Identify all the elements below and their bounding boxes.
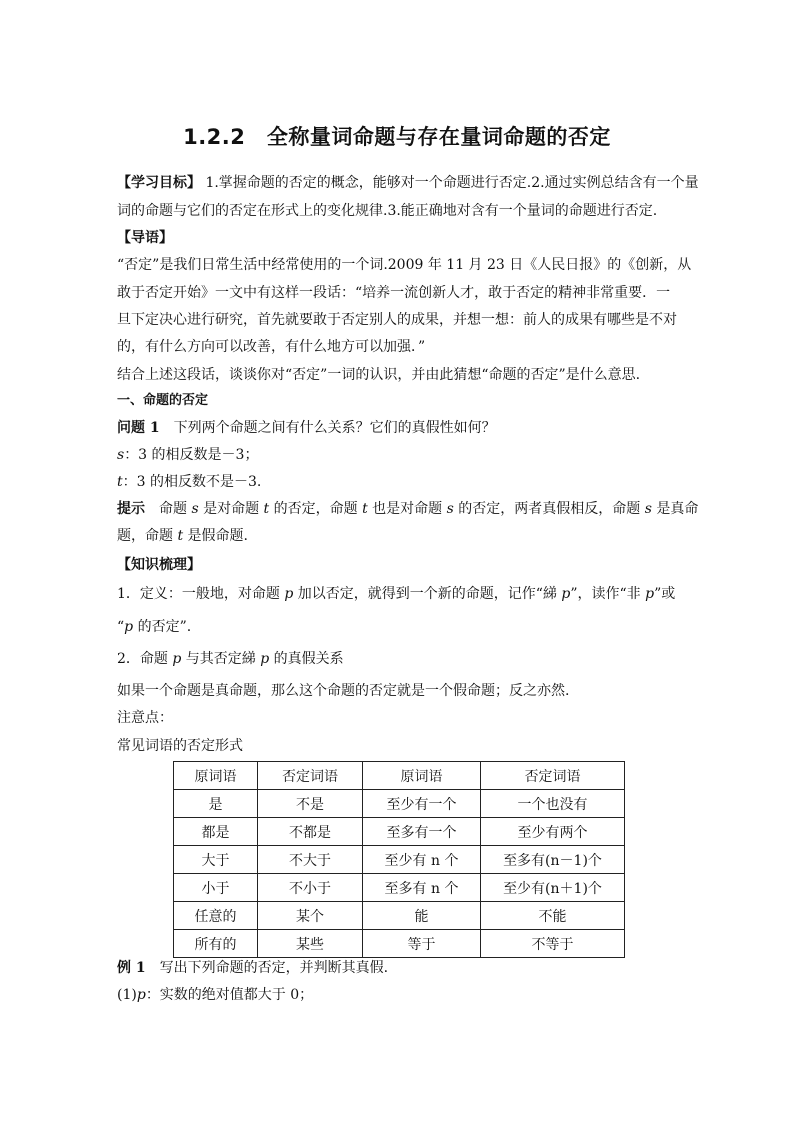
table-cell: 原词语 bbox=[174, 762, 258, 790]
table-cell: 所有的 bbox=[174, 930, 258, 958]
example-item-text: ：实数的绝对值都大于 0； bbox=[145, 987, 314, 1003]
table-cell: 不是 bbox=[258, 790, 363, 818]
table-row bbox=[174, 874, 625, 902]
table-cell: 是 bbox=[174, 790, 258, 818]
var-s: s bbox=[117, 447, 125, 463]
table-cell: 至多有(n－1)个 bbox=[481, 846, 625, 874]
proposition-t-text: ：3 的相反数不是－3. bbox=[122, 474, 262, 490]
definition-text: ”，读作“非 bbox=[570, 586, 646, 602]
intro-line-3: 旦下定决心进行研究，首先就要敢于否定别人的成果，并想一想：前人的成果有哪些是不对 bbox=[117, 312, 677, 328]
intro-line-5: 结合上述这段话，谈谈你对“否定”一词的认识，并由此猜想“命题的否定”是什么意思. bbox=[117, 367, 641, 383]
table-cell: 等于 bbox=[363, 930, 481, 958]
objectives-line-2: 词的命题与它们的否定在形式上的变化规律.3.能正确地对含有一个量词的命题进行否定. bbox=[117, 203, 658, 219]
common-forms-caption: 常见词语的否定形式 bbox=[117, 738, 243, 754]
var-s: s bbox=[446, 501, 454, 517]
objectives-text-1: 1.掌握命题的否定的概念，能够对一个命题进行否定.2.通过实例总结含有一个量 bbox=[201, 175, 699, 191]
negation-table bbox=[173, 761, 625, 958]
section-heading: 一、命题的否定 bbox=[117, 393, 209, 408]
table-cell: 任意的 bbox=[174, 902, 258, 930]
example-label: 例 1 bbox=[117, 960, 146, 976]
item-2 bbox=[117, 650, 344, 668]
var-p: p bbox=[260, 651, 270, 667]
hint-line-2 bbox=[117, 527, 248, 545]
table-cell: 至少有一个 bbox=[363, 790, 481, 818]
intro-line-2: 敢于否定开始》一文中有这样一段话：“培养一流创新人才，敢于否定的精神非常重要．一 bbox=[117, 285, 671, 301]
example-item-number: (1) bbox=[117, 987, 137, 1003]
table-cell: 否定词语 bbox=[481, 762, 625, 790]
var-p: p bbox=[124, 619, 134, 635]
hint-text: 命题 bbox=[145, 501, 192, 517]
knowledge-label: 【知识梳理】 bbox=[117, 557, 201, 573]
note-label: 注意点： bbox=[117, 710, 173, 726]
intro-line-1: “否定”是我们日常生活中经常使用的一个词.2009 年 11 月 23 日《人民日报》的《创新，从 bbox=[117, 257, 692, 273]
var-s: s bbox=[191, 501, 199, 517]
var-p: p bbox=[172, 651, 182, 667]
table-cell: 一个也没有 bbox=[481, 790, 625, 818]
table-row bbox=[174, 902, 625, 930]
objectives-label: 【学习目标】 bbox=[117, 175, 201, 191]
proposition-s bbox=[117, 446, 258, 464]
table-row bbox=[174, 790, 625, 818]
table-cell: 原词语 bbox=[363, 762, 481, 790]
table-cell: 大于 bbox=[174, 846, 258, 874]
definition-text: 加以否定，就得到一个新的命题，记作“綈 bbox=[293, 586, 562, 602]
table-cell: 至少有两个 bbox=[481, 818, 625, 846]
item-2-text: 的真假关系 bbox=[269, 651, 344, 667]
table-cell: 至多有 n 个 bbox=[363, 874, 481, 902]
definition-line-1 bbox=[117, 585, 675, 603]
hint-text: 题，命题 bbox=[117, 528, 178, 544]
example-text: 写出下列命题的否定，并判断其真假. bbox=[145, 960, 389, 976]
table-cell: 至少有 n 个 bbox=[363, 846, 481, 874]
var-t: t bbox=[177, 528, 184, 544]
hint-text: 的否定，命题 bbox=[269, 501, 363, 517]
proposition-t bbox=[117, 473, 261, 491]
definition-text: “ bbox=[117, 619, 125, 635]
definition-line-2 bbox=[117, 618, 191, 636]
var-t: t bbox=[263, 501, 270, 517]
table-cell: 否定词语 bbox=[258, 762, 363, 790]
var-p: p bbox=[284, 586, 294, 602]
definition-text: 的否定”. bbox=[133, 619, 192, 635]
hint-text: 是真命 bbox=[651, 501, 699, 517]
intro-line-4: 的，有什么方向可以改善，有什么地方可以加强．” bbox=[117, 339, 426, 355]
table-cell: 不都是 bbox=[258, 818, 363, 846]
item-2-text: 2．命题 bbox=[117, 651, 173, 667]
hint-label: 提示 bbox=[117, 501, 145, 517]
table-row bbox=[174, 930, 625, 958]
var-p: p bbox=[136, 987, 146, 1003]
definition-text: 1．定义：一般地，对命题 bbox=[117, 586, 285, 602]
item-2-text: 与其否定綈 bbox=[181, 651, 261, 667]
table-cell: 都是 bbox=[174, 818, 258, 846]
hint-text: 也是对命题 bbox=[367, 501, 447, 517]
table-cell: 某个 bbox=[258, 902, 363, 930]
var-p: p bbox=[645, 586, 655, 602]
table-cell: 小于 bbox=[174, 874, 258, 902]
table-row bbox=[174, 762, 625, 790]
hint-line-1 bbox=[117, 500, 698, 518]
proposition-s-text: ：3 的相反数是－3； bbox=[124, 447, 259, 463]
var-t: t bbox=[362, 501, 368, 517]
table-cell: 至多有一个 bbox=[363, 818, 481, 846]
example-1 bbox=[117, 959, 388, 977]
page-title: 1.2.2 全称量词命题与存在量词命题的否定 bbox=[183, 125, 611, 149]
table-cell: 不大于 bbox=[258, 846, 363, 874]
truth-relation: 如果一个命题是真命题，那么这个命题的否定就是一个假命题；反之亦然. bbox=[117, 683, 570, 699]
example-item-1 bbox=[117, 986, 313, 1004]
hint-text: 是假命题. bbox=[183, 528, 248, 544]
intro-label: 【导语】 bbox=[117, 230, 173, 246]
table-row bbox=[174, 846, 625, 874]
hint-text: 的否定，两者真假相反，命题 bbox=[453, 501, 645, 517]
hint-text: 是对命题 bbox=[198, 501, 264, 517]
table-cell: 不小于 bbox=[258, 874, 363, 902]
var-t: t bbox=[117, 474, 123, 490]
table-cell: 能 bbox=[363, 902, 481, 930]
table-cell: 至少有(n＋1)个 bbox=[481, 874, 625, 902]
var-s: s bbox=[644, 501, 652, 517]
question-label: 问题 1 bbox=[117, 420, 160, 436]
question-1 bbox=[117, 419, 496, 437]
table-cell: 不能 bbox=[481, 902, 625, 930]
table-cell: 不等于 bbox=[481, 930, 625, 958]
table-row bbox=[174, 818, 625, 846]
table-cell: 某些 bbox=[258, 930, 363, 958]
question-text: 下列两个命题之间有什么关系？它们的真假性如何？ bbox=[159, 420, 496, 436]
objectives-line-1 bbox=[117, 174, 699, 192]
definition-text: ”或 bbox=[654, 586, 676, 602]
var-p: p bbox=[561, 586, 571, 602]
